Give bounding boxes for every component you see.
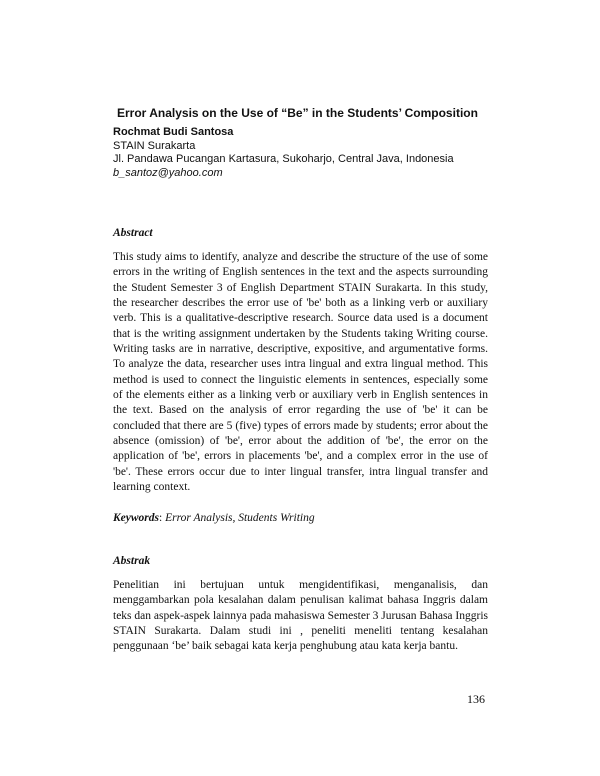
author-name: Rochmat Budi Santosa bbox=[113, 126, 234, 138]
keywords-separator: : bbox=[159, 512, 166, 524]
abstract-text: This study aims to identify, analyze and describe the structure of the use of some errors in the writing of English sentences in the text and the aspects surrounding the Student Semester 3 of English Department STAIN Surakarta. In this study, the researcher describes the error use of 'be' both as a linking verb or auxiliary verb. This is a qualitative-descriptive research. Source data used is a document that is the writing assignment undertaken by the Students taking Writing course. Writing tasks are in narrative, descriptive, expositive, and argumentative forms. To analyze the data, researcher uses intra lingual and extra lingual method. This method is used to connect the linguistic elements in sentences, especially some of the elements either as a linking verb or auxiliary verb in English sentences in the text. Based on the analysis of error regarding the use of 'be' it can be concluded that there are 5 (five) types of errors made by students; error about the absence (omission) of 'be', error about the addition of 'be', the error on the application of 'be', errors in placements 'be', and a complex error in the use of 'be'. These errors occur due to inter lingual transfer, intra lingual transfer and learning context. bbox=[113, 251, 488, 494]
keywords-line bbox=[113, 512, 493, 524]
abstrak-heading: Abstrak bbox=[113, 555, 151, 567]
keywords-values: Error Analysis, Students Writing bbox=[165, 512, 315, 524]
abstrak-text: Penelitian ini bertujuan untuk mengidentifikasi, menganalisis, dan menggambarkan pola kesalahan dalam penulisan kalimat bahasa Inggris dalam teks dan aspek-aspek lainnya pada mahasiswa Semester 3 Jurusan Bahasa Inggris STAIN Surakarta. Dalam studi ini , peneliti meneliti tentang kesalahan penggunaan ‘be’ baik sebagai kata kerja penghubung atau kata kerja bantu. bbox=[113, 579, 488, 653]
author-email[interactable]: b_santoz@yahoo.com bbox=[113, 166, 223, 179]
author-address: Jl. Pandawa Pucangan Kartasura, Sukoharjo, Central Java, Indonesia bbox=[113, 153, 454, 165]
paper-title: Error Analysis on the Use of “Be” in the Students’ Composition bbox=[117, 106, 478, 120]
keywords-label: Keywords bbox=[113, 512, 159, 524]
abstract-heading: Abstract bbox=[113, 227, 153, 239]
page-number: 136 bbox=[467, 692, 485, 706]
author-block bbox=[113, 126, 513, 180]
author-institution: STAIN Surakarta bbox=[113, 139, 196, 152]
